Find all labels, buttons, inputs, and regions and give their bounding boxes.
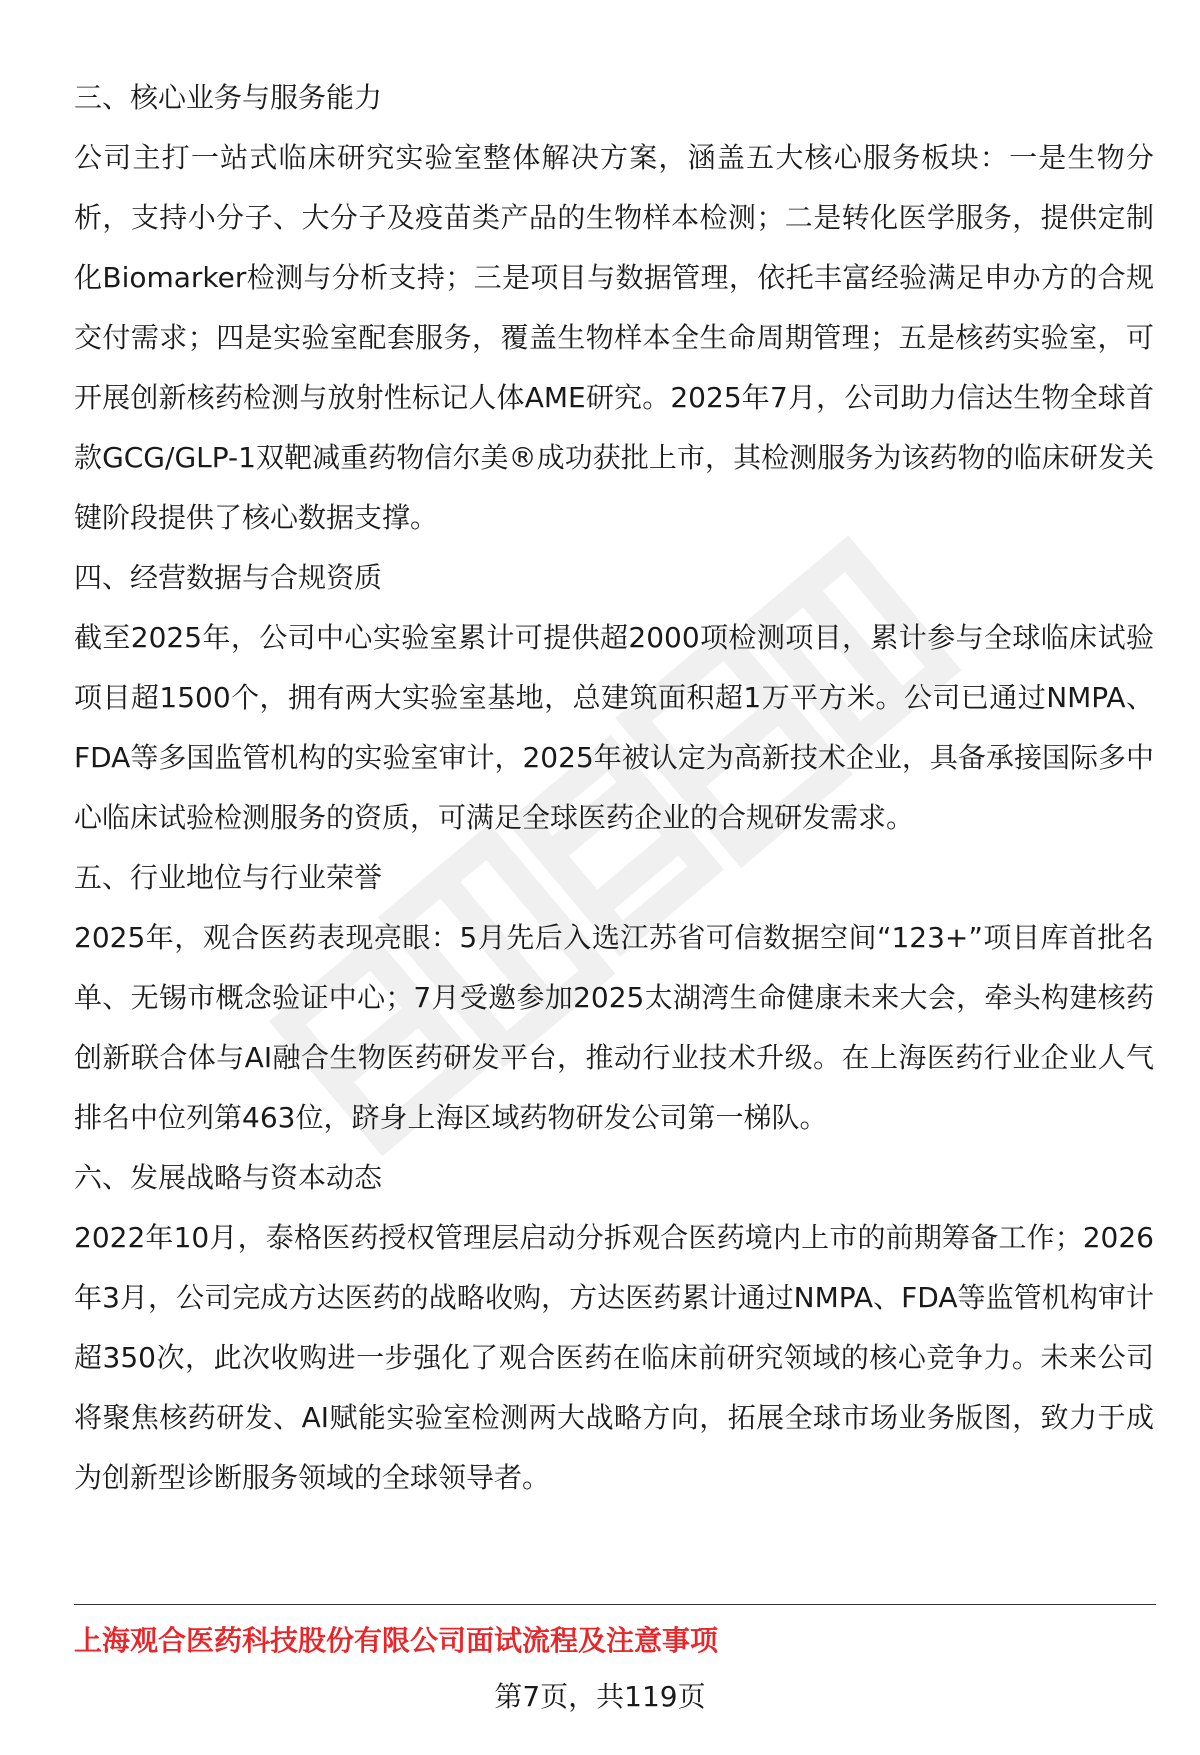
paragraph-line: 2025年，观合医药表现亮眼：5月先后入选江苏省可信数据空间“123+”项目库	[74, 921, 1069, 954]
section-heading: 三、核心业务与服务能力	[74, 81, 383, 114]
paragraph-line: 2026年3月，公司完成方达医药的战略收购，方达医药累计通过NMPA、FDA等监	[74, 1221, 1154, 1314]
paragraph-line: 截至2025年，公司中心实验室累计可提供超2000项检测项目，累计参与全球临床	[74, 621, 1098, 654]
paragraph-line: 2022年10月，泰格医药授权管理层启动分拆观合医药境内上市的前期筹备工作；	[74, 1221, 1083, 1254]
section-paragraph	[74, 128, 1154, 548]
section-operations-compliance	[74, 548, 1154, 848]
paragraph-line: 试验项目超1500个，拥有两大实验室基地，总建筑面积超1万平方米。公司已通过	[74, 621, 1154, 714]
paragraph-line: 核药实验室，可开展创新核药检测与放射性标记人体AME研究。2025年7月，公司	[74, 321, 1154, 414]
paragraph-line: 办方的合规交付需求；四是实验室配套服务，覆盖生物样本全生命周期管理；五是	[74, 261, 1154, 354]
section-paragraph	[74, 608, 1154, 848]
section-heading: 五、行业地位与行业荣誉	[74, 861, 383, 894]
page-number: 第7页，共119页	[494, 1680, 706, 1713]
paragraph-line: 争力。未来公司将聚焦核药研发、AI赋能实验室检测两大战略方向，拓展全球市场	[74, 1341, 1154, 1434]
footer-document-title: 上海观合医药科技股份有限公司面试流程及注意事项	[74, 1624, 719, 1657]
section-strategy-capital	[74, 1148, 1154, 1508]
footer-divider	[74, 1604, 1156, 1605]
paragraph-line: 助力信达生物全球首款GCG/GLP-1双靶减重药物信尔美®成功获批上市，其检测	[74, 381, 1154, 474]
paragraph-line: 头构建核药创新联合体与AI融合生物医药研发平台，推动行业技术升级。在上海医	[74, 981, 1154, 1074]
paragraph-line: 备承接国际多中心临床试验检测服务的资质，可满足全球医药企业的合规研发需	[74, 741, 1154, 834]
section-paragraph	[74, 908, 1154, 1148]
paragraph-line: 供定制化Biomarker检测与分析支持；三是项目与数据管理，依托丰富经验满足申	[74, 201, 1154, 294]
paragraph-line: 求。	[858, 801, 915, 834]
document-body	[74, 68, 1154, 1508]
section-industry-position	[74, 848, 1154, 1148]
paragraph-line: 公司主打一站式临床研究实验室整体解决方案，涵盖五大核心服务板块：一是生物	[74, 141, 1126, 174]
paragraph-line: 分析，支持小分子、大分子及疫苗类产品的生物样本检测；二是转化医学服务，提	[74, 141, 1154, 234]
section-heading: 六、发展战略与资本动态	[74, 1161, 383, 1194]
paragraph-line: NMPA、FDA等多国监管机构的实验室审计，2025年被认定为高新技术企业，具	[74, 681, 1154, 774]
paragraph-line: 管机构审计超350次，此次收购进一步强化了观合医药在临床前研究领域的核心竞	[74, 1281, 1154, 1374]
paragraph-line: 首批名单、无锡市概念验证中心；7月受邀参加2025太湖湾生命健康未来大会，牵	[74, 921, 1154, 1014]
section-heading: 四、经营数据与合规资质	[74, 561, 383, 594]
section-core-business	[74, 68, 1154, 548]
section-paragraph	[74, 1208, 1154, 1508]
paragraph-line: 服务为该药物的临床研发关键阶段提供了核心数据支撑。	[74, 441, 1154, 534]
paragraph-line: 业务版图，致力于成为创新型诊断服务领域的全球领导者。	[74, 1401, 1154, 1494]
paragraph-line: 药行业企业人气排名中位列第463位，跻身上海区域药物研发公司第一梯队。	[74, 1041, 1154, 1134]
